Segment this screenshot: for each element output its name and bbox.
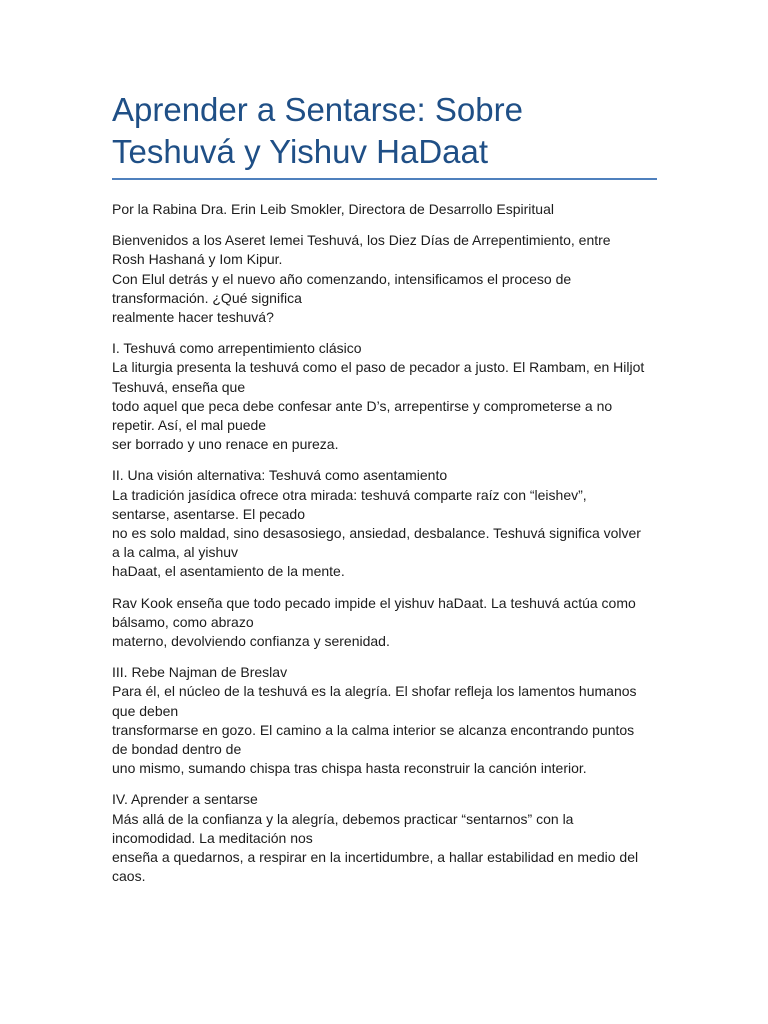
document-body: [112, 200, 657, 887]
section-4-paragraph: [112, 790, 657, 886]
text-line: haDaat, el asentamiento de la mente.: [112, 563, 345, 580]
text-line: Rav Kook enseña que todo pecado impide el yishuv haDaat. La teshuvá actúa como: [112, 594, 636, 611]
text-line: Por la Rabina Dra. Erin Leib Smokler, Directora de Desarrollo Espiritual: [112, 201, 554, 217]
section-2-paragraph: [112, 466, 657, 581]
text-line: transformación. ¿Qué significa: [112, 289, 302, 306]
text-line: materno, devolviendo confianza y serenidad.: [112, 633, 390, 650]
text-line: ser borrado y uno renace en pureza.: [112, 436, 339, 453]
text-line: todo aquel que peca debe confesar ante D’s, arrepentirse y comprometerse a no: [112, 397, 613, 414]
text-line: Con Elul detrás y el nuevo año comenzando, intensificamos el proceso de: [112, 270, 572, 287]
text-line: Para él, el núcleo de la teshuvá es la alegría. El shofar refleja los lamentos humanos: [112, 683, 637, 700]
title-line: Teshuvá y Yishuv HaDaat: [112, 133, 489, 170]
text-line: Rosh Hashaná y Iom Kipur.: [112, 251, 283, 268]
text-line: La liturgia presenta la teshuvá como el paso de pecador a justo. El Rambam, en Hiljot: [112, 359, 645, 376]
section-heading: I. Teshuvá como arrepentimiento clásico: [112, 340, 362, 357]
text-line: La tradición jasídica ofrece otra mirada: teshuvá comparte raíz con “leishev”,: [112, 486, 587, 503]
text-line: de bondad dentro de: [112, 741, 242, 758]
text-line: Más allá de la confianza y la alegría, debemos practicar “sentarnos” con la: [112, 810, 574, 827]
text-line: incomodidad. La meditación nos: [112, 829, 313, 846]
text-line: sentarse, asentarse. El pecado: [112, 505, 306, 522]
text-line: Teshuvá, enseña que: [112, 378, 246, 395]
title-divider: [112, 178, 657, 180]
text-line: caos.: [112, 868, 146, 885]
section-heading: III. Rebe Najman de Breslav: [112, 664, 288, 681]
text-line: enseña a quedarnos, a respirar en la incertidumbre, a hallar estabilidad en medio del: [112, 849, 639, 866]
text-line: bálsamo, como abrazo: [112, 613, 254, 630]
text-line: repetir. Así, el mal puede: [112, 417, 267, 434]
text-line: uno mismo, sumando chispa tras chispa hasta reconstruir la canción interior.: [112, 760, 587, 777]
text-line: a la calma, al yishuv: [112, 544, 239, 561]
intro-paragraph: [112, 231, 657, 327]
text-line: que deben: [112, 702, 179, 719]
document-title: [112, 89, 672, 173]
text-line: no es solo maldad, sino desasosiego, ansiedad, desbalance. Teshuvá significa volver: [112, 525, 641, 542]
rav-kook-paragraph: [112, 594, 657, 652]
section-3-paragraph: [112, 663, 657, 778]
title-line: Aprender a Sentarse: Sobre: [112, 91, 523, 128]
section-heading: IV. Aprender a sentarse: [112, 791, 258, 808]
section-heading: II. Una visión alternativa: Teshuvá como asentamiento: [112, 467, 448, 484]
text-line: realmente hacer teshuvá?: [112, 309, 274, 326]
text-line: transformarse en gozo. El camino a la calma interior se alcanza encontrando puntos: [112, 721, 635, 738]
section-1-paragraph: [112, 339, 657, 454]
byline-paragraph: [112, 200, 657, 219]
text-line: Bienvenidos a los Aseret Iemei Teshuvá, los Diez Días de Arrepentimiento, entre: [112, 232, 611, 249]
